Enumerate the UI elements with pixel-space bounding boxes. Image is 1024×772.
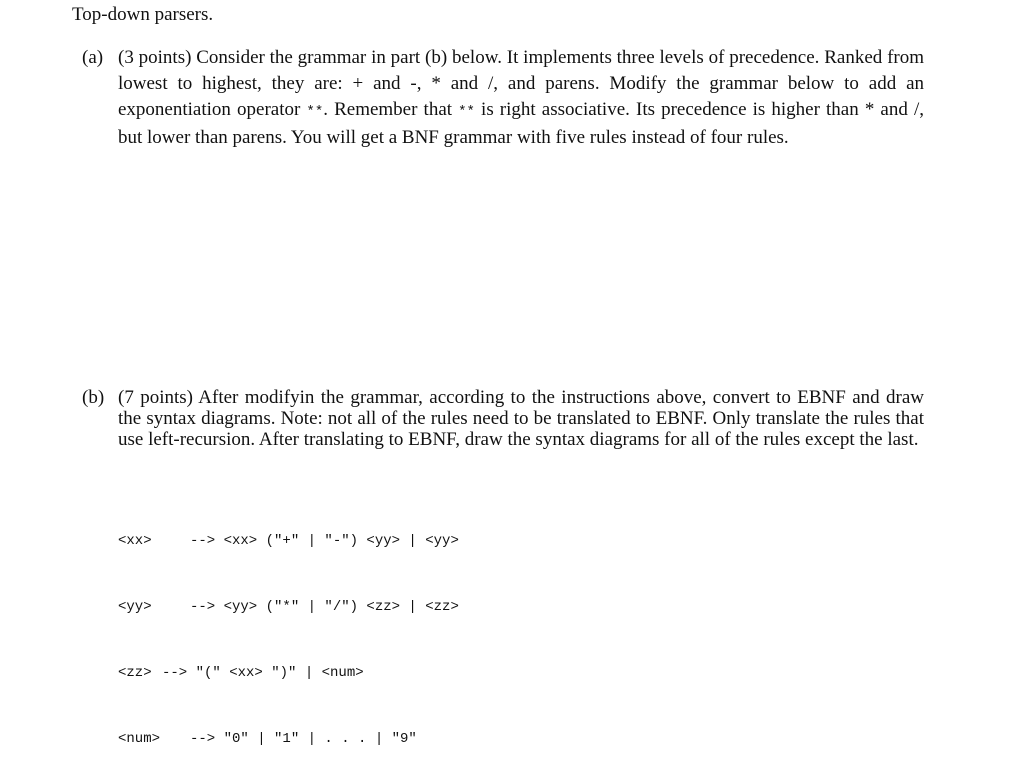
- bnf-grammar: [118, 486, 459, 772]
- part-a-text: [118, 45, 924, 151]
- grammar-rule-lhs: <yy>: [118, 599, 152, 615]
- grammar-rule: [118, 662, 459, 684]
- grammar-rule-lhs: <zz>: [118, 665, 152, 681]
- grammar-rule-lhs: <xx>: [118, 533, 152, 549]
- grammar-rule: [118, 728, 459, 750]
- part-a-text-2: . Remember that: [323, 99, 459, 120]
- question-part-b: [82, 387, 924, 450]
- exponent-operator-1: **: [306, 104, 324, 120]
- exponent-operator-2: **: [458, 104, 475, 120]
- grammar-rule-rhs: --> "(" <xx> ")" | <num>: [162, 665, 364, 681]
- question-part-a: [82, 45, 924, 151]
- grammar-rule-lhs: <num>: [118, 731, 161, 747]
- grammar-rule-rhs: --> <xx> ("+" | "-") <yy> | <yy>: [190, 533, 459, 549]
- part-a-text-1: (3 points) Consider the grammar in part (b) below. It implements three levels of precedence. Ranked from lowest to highest, they are: + and -, * and /, and parens. Modify the grammar below to add an exponentiation operator: [118, 47, 924, 120]
- grammar-rule-rhs: --> "0" | "1" | . . . | "9": [190, 731, 417, 747]
- page-heading: Top-down parsers.: [72, 4, 214, 25]
- grammar-rule: [118, 530, 459, 552]
- grammar-rule-rhs: --> <yy> ("*" | "/") <zz> | <zz>: [190, 599, 459, 615]
- part-b-label: (b): [82, 387, 105, 408]
- part-a-text-3: is right associative. Its precedence is higher than * and /, but lower than parens. You will get a BNF grammar with five rules instead of four rules.: [118, 99, 924, 148]
- part-a-label: (a): [82, 47, 104, 68]
- part-b-text: (7 points) After modifyin the grammar, according to the instructions above, convert to EBNF and draw the syntax diagrams. Note: not all of the rules need to be translated to EBNF. Only translate the rules that use left-recursion. After translating to EBNF, draw the syntax diagrams for all of the rules except the last.: [118, 387, 924, 450]
- grammar-rule: [118, 596, 459, 618]
